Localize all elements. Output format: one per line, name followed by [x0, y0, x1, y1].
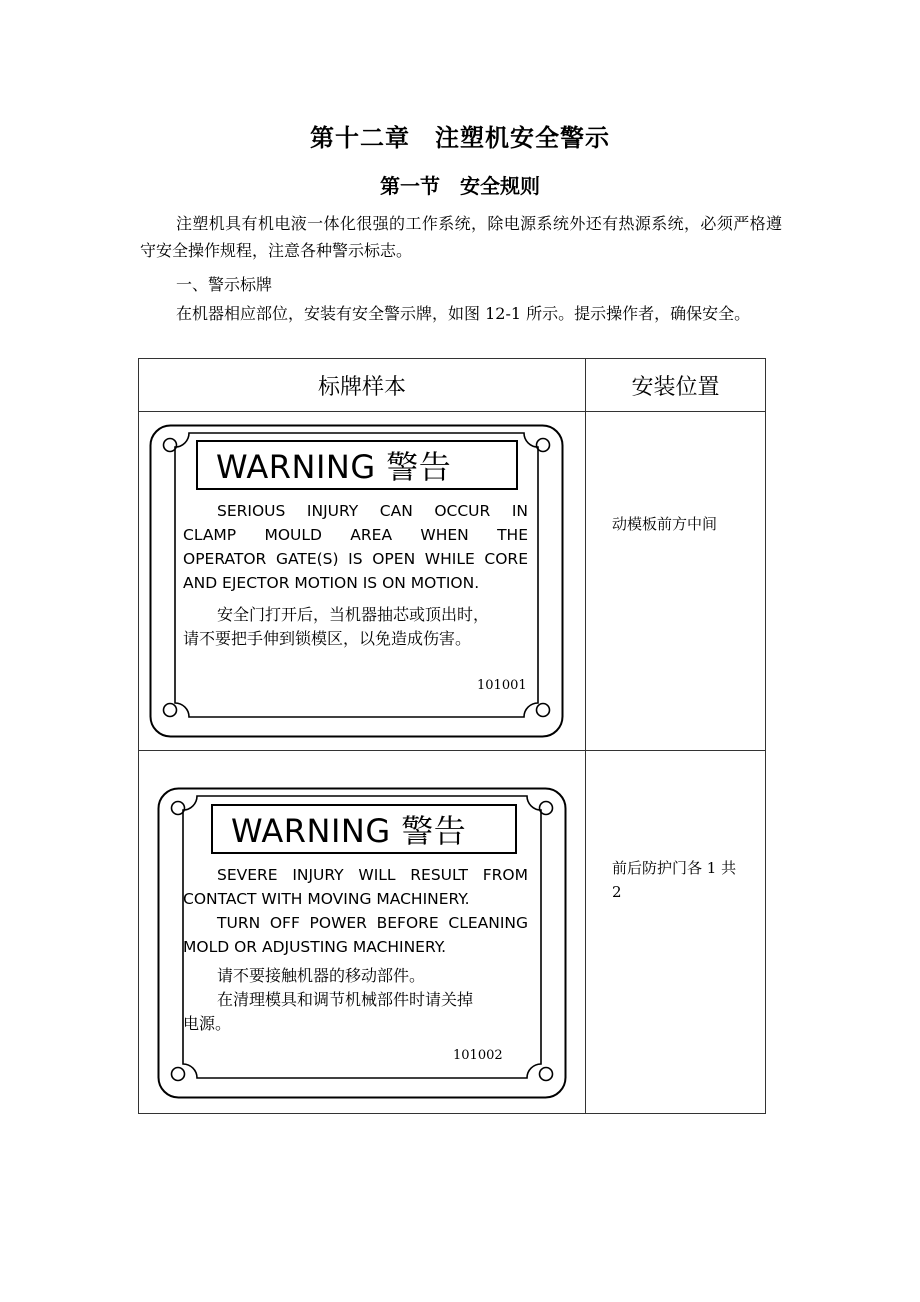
chinese-line: 电源。 — [183, 1014, 232, 1033]
location-cell — [586, 751, 766, 1114]
screw-hole-icon — [540, 802, 553, 815]
sign-sample-cell — [139, 412, 586, 751]
header-sample: 标牌样本 — [139, 359, 586, 412]
sign-code: 101002 — [453, 1048, 503, 1063]
install-location: 动模板前方中间 — [612, 515, 718, 533]
table-row — [139, 751, 766, 1114]
screw-hole-icon — [537, 439, 550, 452]
table-header-row — [139, 359, 766, 412]
english-line: OPERATOR GATE(S) IS OPEN WHILE CORE — [183, 550, 528, 568]
chinese-line: 请不要把手伸到锁模区，以免造成伤害。 — [183, 629, 472, 648]
screw-hole-icon — [172, 802, 185, 815]
chapter-title: 第十二章 注塑机安全警示 — [310, 124, 610, 152]
location-cell — [586, 412, 766, 751]
chinese-warning-text — [183, 603, 533, 651]
subsection-heading: 一、警示标牌 — [176, 275, 273, 294]
screw-hole-icon — [164, 439, 177, 452]
english-line: AND EJECTOR MOTION IS ON MOTION. — [183, 574, 480, 592]
english-line: CONTACT WITH MOVING MACHINERY. — [183, 890, 470, 908]
warning-banner: WARNING 警告 — [211, 804, 517, 854]
chinese-warning-text — [183, 964, 533, 1036]
english-line: SEVERE INJURY WILL RESULT FROM — [217, 866, 528, 884]
table-row — [139, 412, 766, 751]
screw-hole-icon — [537, 704, 550, 717]
english-line: CLAMP MOULD AREA WHEN THE — [183, 526, 528, 544]
warning-plate-101001 — [149, 424, 564, 738]
english-line: MOLD OR ADJUSTING MACHINERY. — [183, 938, 447, 956]
english-warning-text — [183, 499, 528, 595]
section-title: 第一节 安全规则 — [380, 174, 540, 198]
chinese-line: 在清理模具和调节机械部件时请关掉 — [217, 990, 474, 1009]
screw-hole-icon — [540, 1068, 553, 1081]
paragraph-2: 在机器相应部位，安装有安全警示牌，如图 12-1 所示。提示操作者，确保安全。 — [176, 304, 751, 323]
warning-sign-table — [138, 358, 766, 1114]
english-line: TURN OFF POWER BEFORE CLEANING — [217, 914, 528, 932]
english-line: SERIOUS INJURY CAN OCCUR IN — [217, 502, 528, 520]
english-warning-text — [183, 863, 528, 959]
chinese-line: 请不要接触机器的移动部件。 — [217, 966, 426, 985]
intro-paragraph: 注塑机具有机电液一体化很强的工作系统，除电源系统外还有热源系统，必须严格遵守安全操作规程，注意各种警示标志。 — [140, 214, 782, 260]
sign-code: 101001 — [477, 678, 527, 693]
screw-hole-icon — [164, 704, 177, 717]
header-location: 安装位置 — [586, 359, 766, 412]
install-location: 前后防护门各 1 共 2 — [612, 859, 737, 901]
warning-plate-101002 — [157, 787, 567, 1099]
screw-hole-icon — [172, 1068, 185, 1081]
sign-sample-cell — [139, 751, 586, 1114]
warning-banner: WARNING 警告 — [196, 440, 518, 490]
chinese-line: 安全门打开后，当机器抽芯或顶出时， — [217, 605, 490, 624]
